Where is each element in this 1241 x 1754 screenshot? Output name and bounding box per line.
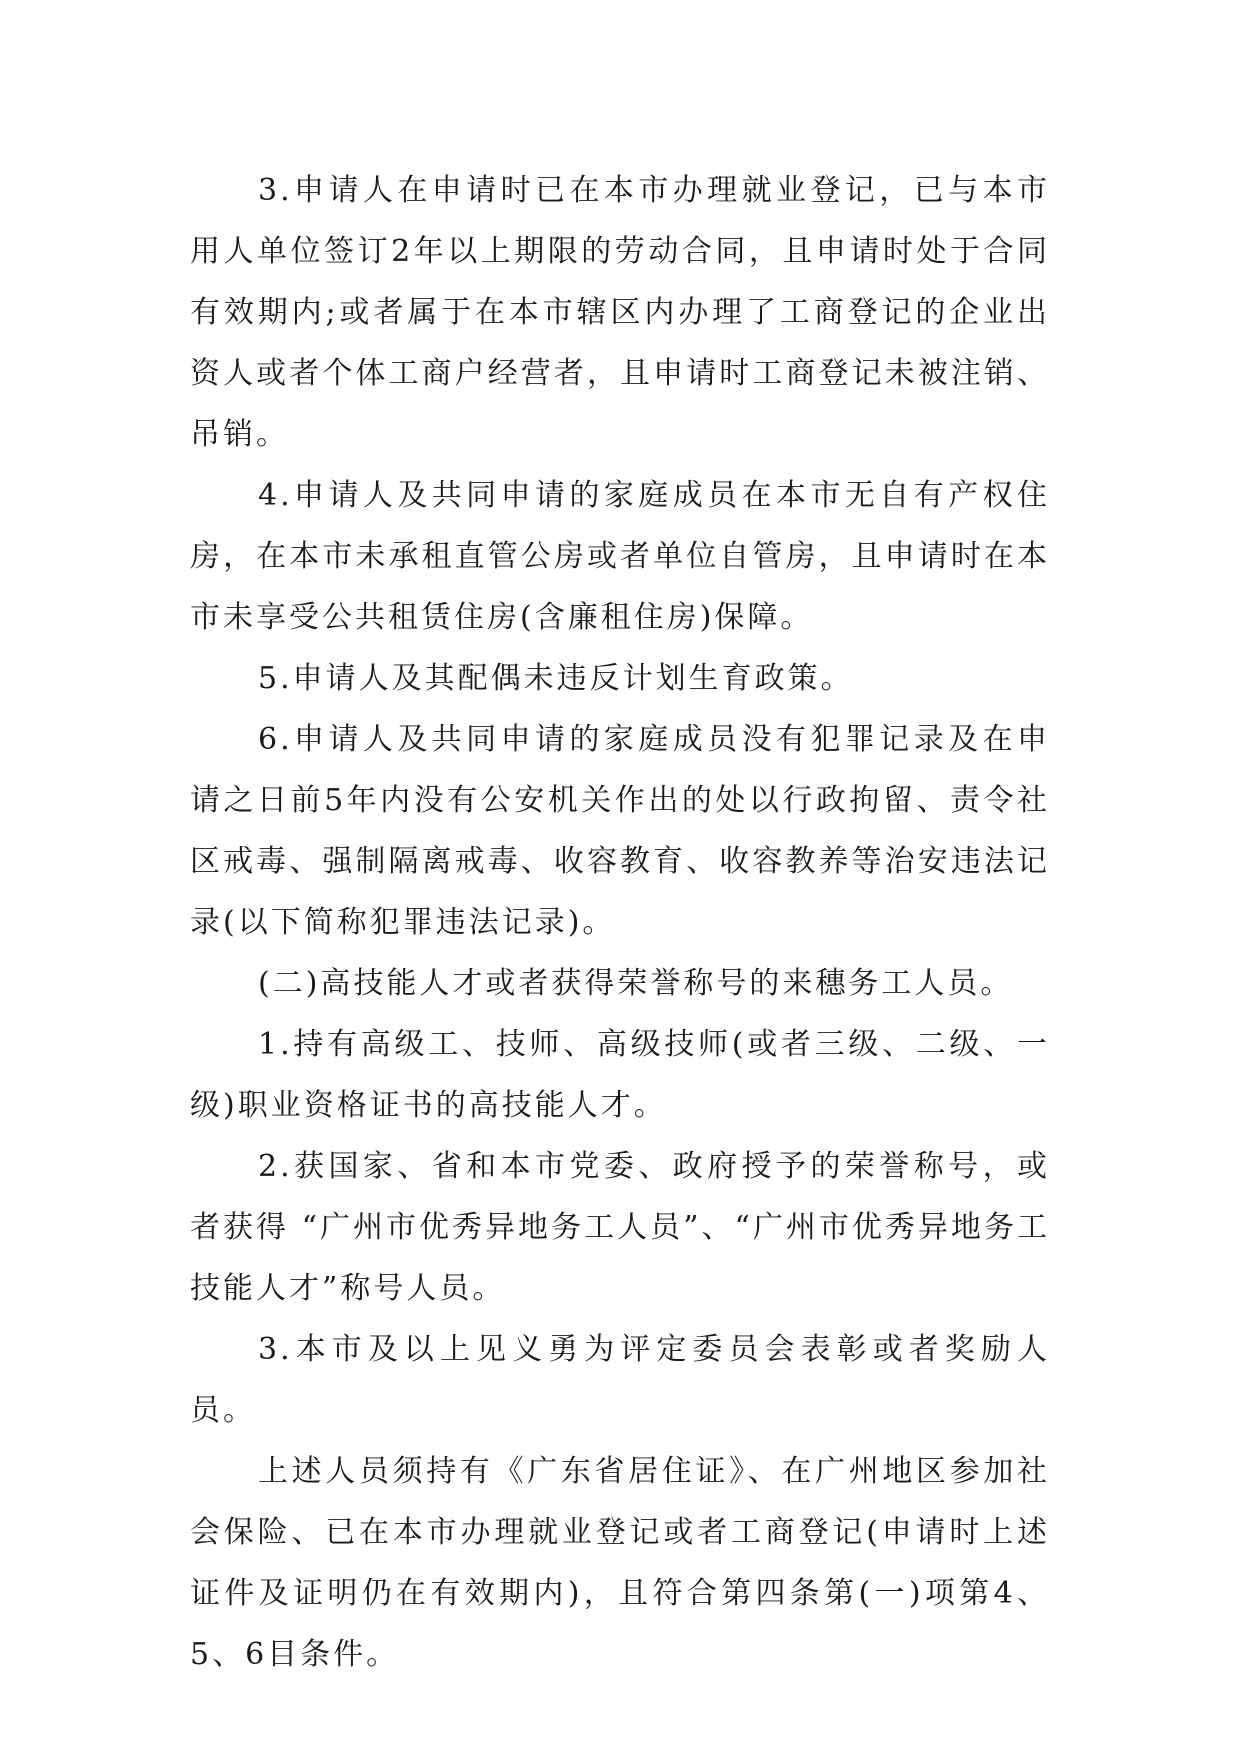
paragraph-item-4-housing: 4.申请人及共同申请的家庭成员在本市无自有产权住房，在本市未承租直管公房或者单位自管房，且申请时在本市未享受公共租赁住房(含廉租住房)保障。 (190, 478, 1050, 635)
paragraph-item-3-employment: 3.申请人在申请时已在本市办理就业登记，已与本市用人单位签订2年以上期限的劳动合同，且申请时处于合同有效期内;或者属于在本市辖区内办理了工商登记的企业出资人或者个体工商户经营者，且申请时工商登记未被注销、吊销。 (190, 173, 1050, 452)
paragraph-requirements-summary: 上述人员须持有《广东省居住证》、在广州地区参加社会保险、已在本市办理就业登记或者工商登记(申请时上述证件及证明仍在有效期内)，且符合第四条第(一)项第4、5、6目条件。 (190, 1454, 1050, 1672)
document-body (190, 160, 1050, 1685)
paragraph-item-1-certificate: 1.持有高级工、技师、高级技师(或者三级、二级、一级)职业资格证书的高技能人才。 (190, 1027, 1050, 1123)
paragraph-item-6-criminal-record: 6.申请人及共同申请的家庭成员没有犯罪记录及在申请之日前5年内没有公安机关作出的处以行政拘留、责令社区戒毒、强制隔离戒毒、收容教育、收容教养等治安违法记录(以下简称犯罪违法记录)。 (190, 722, 1050, 940)
paragraph-item-5-family-planning: 5.申请人及其配偶未违反计划生育政策。 (258, 661, 854, 696)
paragraph-item-2-honor-title: 2.获国家、省和本市党委、政府授予的荣誉称号，或者获得 “广州市优秀异地务工人员”、“广州市优秀异地务工技能人才”称号人员。 (190, 1149, 1050, 1306)
paragraph-item-3-bravery: 3.本市及以上见义勇为评定委员会表彰或者奖励人员。 (190, 1332, 1050, 1428)
section-heading-2-high-skill: (二)高技能人才或者获得荣誉称号的来穗务工人员。 (258, 966, 1014, 1001)
